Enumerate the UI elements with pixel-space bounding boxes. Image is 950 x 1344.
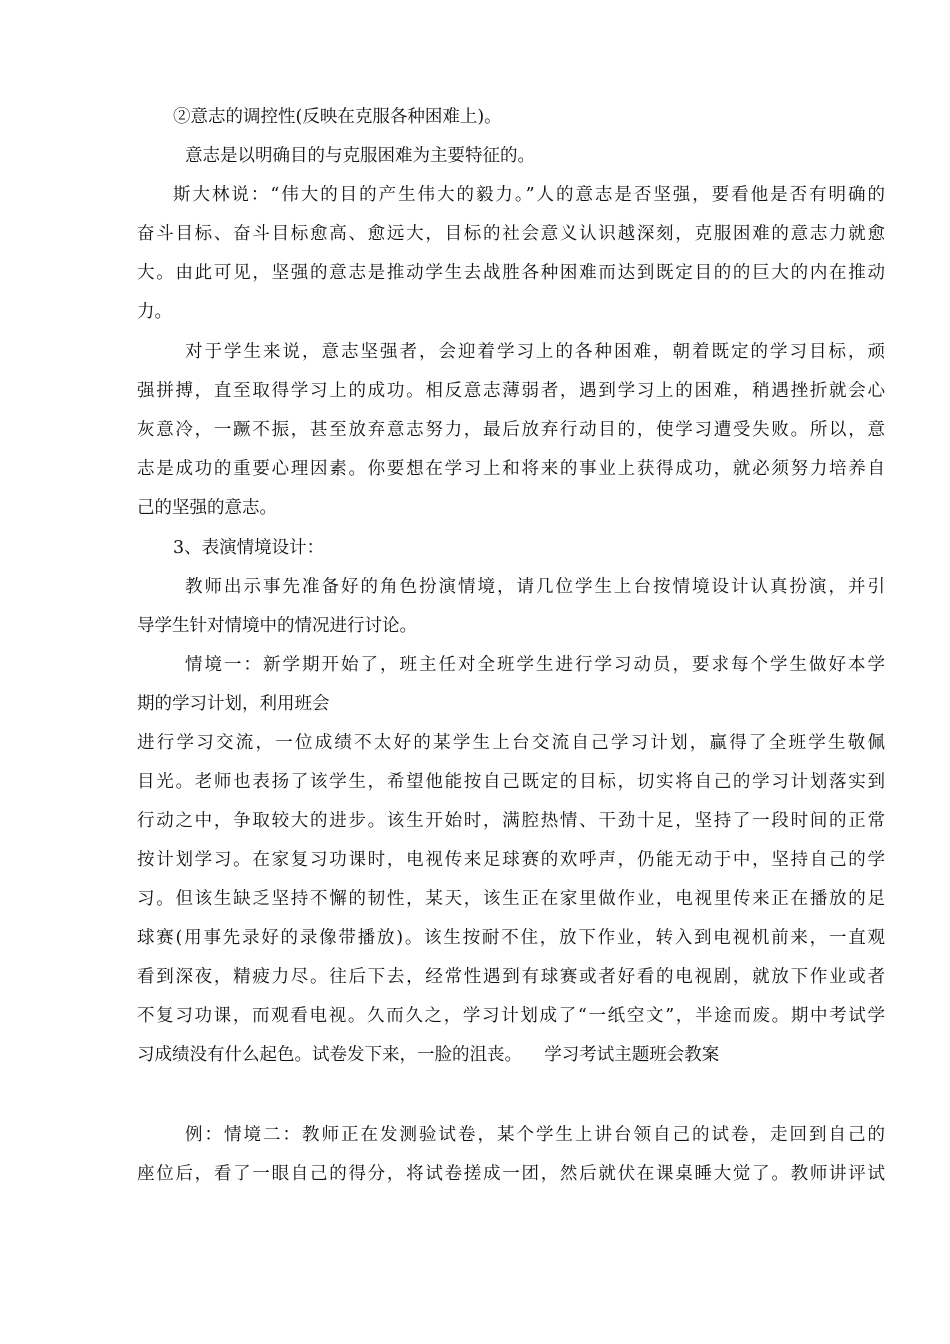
text-line: 教师出示事先准备好的角色扮演情境，请几位学生上台按情境设计认真扮演，并引: [185, 577, 885, 597]
text-line: ②意志的调控性(反映在克服各种困难上)。: [173, 107, 502, 127]
text-line: 志是成功的重要心理因素。你要想在学习上和将来的事业上获得成功，就必须努力培养自: [137, 459, 885, 479]
text-line: 期的学习计划，利用班会: [137, 694, 330, 714]
text-line: 斯大林说：“伟大的目的产生伟大的毅力。”人的意志是否坚强，要看他是否有明确的: [173, 185, 885, 205]
text-line: 球赛(用事先录好的录像带播放)。该生按耐不住，放下作业，转入到电视机前来，一直观: [137, 928, 885, 948]
text-line: 大。由此可见，坚强的意志是推动学生去战胜各种困难而达到既定目的的巨大的内在推动: [137, 263, 885, 283]
text-line: 座位后，看了一眼自己的得分，将试卷搓成一团，然后就伏在课桌睡大觉了。教师讲评试: [137, 1164, 885, 1184]
text-line: 对于学生来说，意志坚强者，会迎着学习上的各种困难，朝着既定的学习目标，顽: [185, 342, 885, 362]
text-line: 目光。老师也表扬了该学生，希望他能按自己既定的目标，切实将自己的学习计划落实到: [137, 772, 885, 792]
text-line: 看到深夜，精疲力尽。往后下去，经常性遇到有球赛或者好看的电视剧，就放下作业或者: [137, 967, 885, 987]
text-line: 习。但该生缺乏坚持不懈的韧性，某天，该生正在家里做作业，电视里传来正在播放的足: [137, 889, 885, 909]
text-line: 意志是以明确目的与克服困难为主要特征的。: [185, 146, 535, 166]
text-line: 例：情境二：教师正在发测验试卷，某个学生上讲台领自己的试卷，走回到自己的: [185, 1125, 885, 1145]
text-line: 灰意冷，一蹶不振，甚至放弃意志努力，最后放弃行动目的，使学习遭受失败。所以，意: [137, 420, 885, 440]
text-line: 不复习功课，而观看电视。久而久之，学习计划成了“一纸空文”，半途而废。期中考试学: [137, 1006, 885, 1026]
text-line: 按计划学习。在家复习功课时，电视传来足球赛的欢呼声，仍能无动于中，坚持自己的学: [137, 850, 885, 870]
text-line: 奋斗目标、奋斗目标愈高、愈远大，目标的社会意义认识越深刻，克服困难的意志力就愈: [137, 224, 885, 244]
section-heading: 3、表演情境设计：: [173, 538, 325, 558]
text-line: 己的坚强的意志。: [137, 498, 277, 518]
text-line: 强拼搏，直至取得学习上的成功。相反意志薄弱者，遇到学习上的困难，稍遇挫折就会心: [137, 381, 885, 401]
text-line: 导学生针对情境中的情况进行讨论。: [137, 616, 417, 636]
text-line: 进行学习交流，一位成绩不太好的某学生上台交流自己学习计划，赢得了全班学生敬佩: [137, 733, 885, 753]
text-line: 习成绩没有什么起色。试卷发下来，一脸的沮丧。 学习考试主题班会教案: [137, 1045, 720, 1065]
text-line: 力。: [137, 302, 172, 322]
text-line: 情境一：新学期开始了，班主任对全班学生进行学习动员，要求每个学生做好本学: [185, 655, 885, 675]
text-line: 行动之中，争取较大的进步。该生开始时，满腔热情、干劲十足，坚持了一段时间的正常: [137, 811, 885, 831]
